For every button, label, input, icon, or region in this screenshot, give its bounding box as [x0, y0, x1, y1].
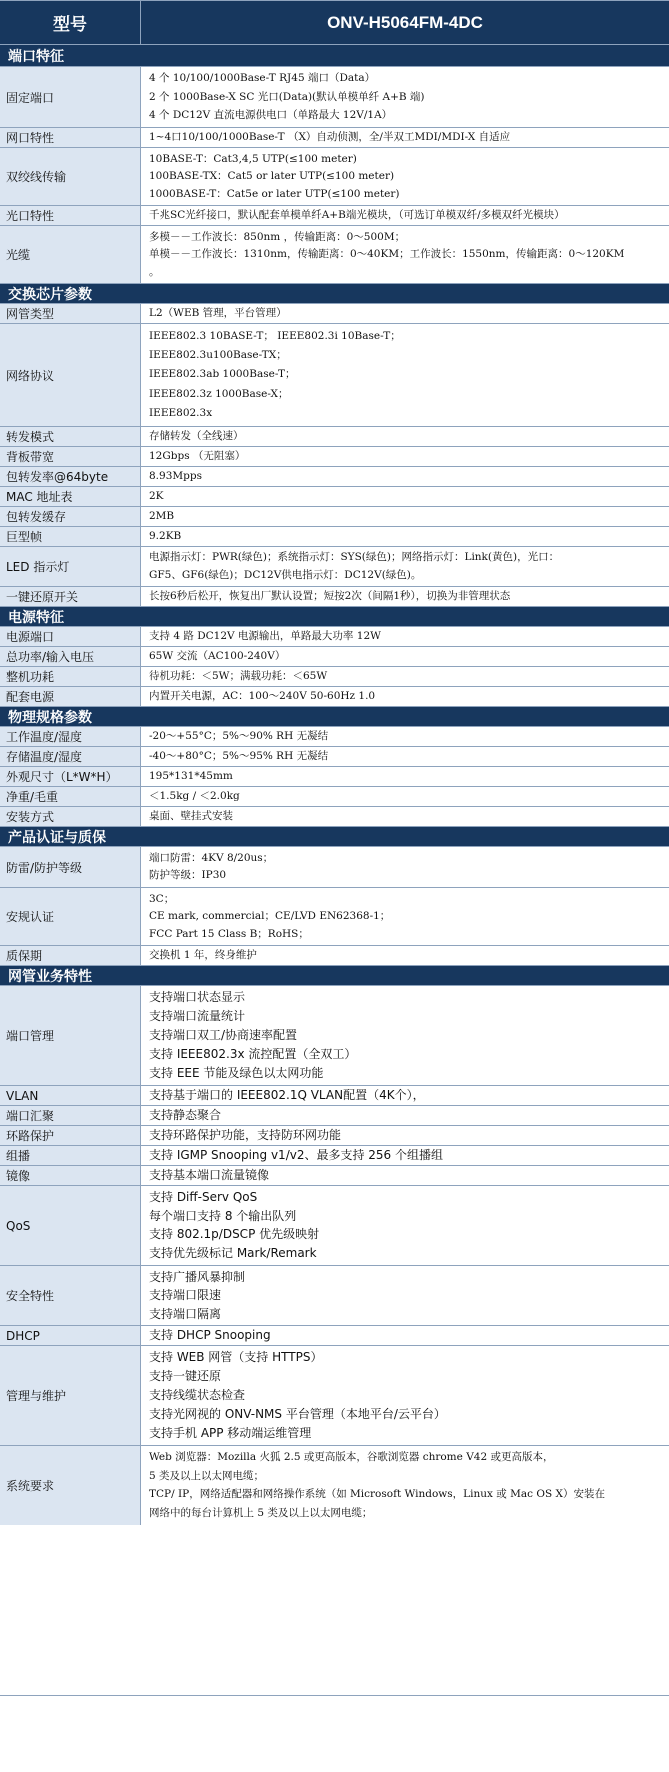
spec-value-line: 支持端口隔离: [149, 1306, 222, 1321]
spec-value-line: 支持 4 路 DC12V 电源输出，单路最大功率 12W: [149, 630, 381, 642]
spec-value: [141, 627, 669, 646]
spec-value-line: 1000BASE-T：Cat5e or later UTP(≤100 meter): [149, 187, 400, 200]
spec-value: [141, 647, 669, 666]
spec-value: [141, 67, 669, 127]
spec-label: 配套电源: [0, 687, 141, 706]
spec-value-line: 支持光网视的 ONV-NMS 平台管理（本地平台/云平台）: [149, 1407, 446, 1421]
spec-label: 质保期: [0, 946, 141, 965]
spec-value-line: Web 浏览器：Mozilla 火狐 2.5 或更高版本，谷歌浏览器 chrome V42 或更高版本，: [149, 1451, 554, 1464]
spec-value-line: 。: [149, 265, 160, 278]
spec-row: [0, 1165, 669, 1185]
spec-value: [141, 587, 669, 606]
spec-value-line: 交换机 1 年，终身维护: [149, 949, 257, 961]
spec-value: [141, 226, 669, 283]
spec-row: [0, 506, 669, 526]
spec-row: [0, 303, 669, 323]
spec-label: 包转发缓存: [0, 507, 141, 526]
spec-value: [141, 1166, 669, 1185]
spec-row: [0, 205, 669, 225]
spec-row: [0, 446, 669, 466]
spec-label: 环路保护: [0, 1126, 141, 1145]
header-row: [0, 0, 669, 44]
spec-label: 一键还原开关: [0, 587, 141, 606]
spec-row: [0, 626, 669, 646]
spec-value-line: 2K: [149, 490, 164, 502]
spec-value-line: 12Gbps （无阻塞）: [149, 450, 246, 462]
spec-value-line: 长按6秒后松开，恢复出厂默认设置；短按2次（间隔1秒），切换为非管理状态: [149, 590, 511, 602]
spec-row: [0, 323, 669, 426]
spec-row: [0, 686, 669, 706]
spec-value-line: 1~4口10/100/1000Base-T （X）自动侦测，全/半双工MDI/MDI-X 自适应: [149, 131, 511, 143]
spec-value-line: 支持 EEE 节能及绿色以太网功能: [149, 1066, 324, 1080]
spec-value-line: ＜1.5kg / ＜2.0kg: [149, 790, 240, 802]
spec-value-line: 待机功耗：＜5W；满载功耗：＜65W: [149, 670, 328, 682]
spec-label: 工作温度/湿度: [0, 727, 141, 746]
spec-label: 外观尺寸（L*W*H）: [0, 767, 141, 786]
spec-row: [0, 1145, 669, 1165]
spec-value-line: IEEE802.3u100Base-TX；: [149, 349, 287, 362]
spec-value: [141, 304, 669, 323]
spec-value-line: 2MB: [149, 510, 175, 522]
spec-value-line: IEEE802.3 10BASE-T； IEEE802.3i 10Base-T；: [149, 330, 401, 343]
spec-label: VLAN: [0, 1086, 141, 1105]
spec-value: [141, 888, 669, 945]
spec-row: [0, 66, 669, 127]
spec-value: [141, 687, 669, 706]
spec-value-line: IEEE802.3z 1000Base-X；: [149, 387, 289, 400]
spec-value-line: 桌面、壁挂式安装: [149, 810, 233, 822]
spec-value: [141, 1346, 669, 1445]
spec-label: 总功率/输入电压: [0, 647, 141, 666]
spec-value-line: 195*131*45mm: [149, 770, 233, 782]
spec-label: 电源端口: [0, 627, 141, 646]
spec-row: [0, 806, 669, 826]
spec-row: [0, 666, 669, 686]
section-header: 产品认证与质保: [0, 826, 669, 846]
spec-label: 镜像: [0, 1166, 141, 1185]
spec-label: 网络协议: [0, 324, 141, 426]
section-header: 电源特征: [0, 606, 669, 626]
section-header: 端口特征: [0, 44, 669, 66]
spec-value-line: 65W 交流（AC100-240V）: [149, 650, 286, 662]
spec-row: [0, 786, 669, 806]
spec-value: [141, 324, 669, 426]
spec-row: [0, 1345, 669, 1445]
spec-value-line: 内置开关电源，AC：100～240V 50-60Hz 1.0: [149, 690, 376, 702]
spec-value: [141, 1146, 669, 1165]
spec-value-line: FCC Part 15 Class B；RoHS；: [149, 927, 309, 940]
spec-value-line: 支持 Diff-Serv QoS: [149, 1189, 258, 1204]
spec-label: 背板带宽: [0, 447, 141, 466]
spec-row: [0, 1105, 669, 1125]
spec-label: 存储温度/湿度: [0, 747, 141, 766]
spec-value: [141, 447, 669, 466]
spec-value-line: 支持端口限速: [149, 1288, 222, 1302]
spec-value-line: 支持线缆状态检查: [149, 1388, 246, 1402]
spec-label: 端口管理: [0, 986, 141, 1085]
spec-value-line: 每个端口支持 8 个输出队列: [149, 1208, 297, 1223]
spec-row: [0, 1445, 669, 1525]
spec-value-line: 4 个 DC12V 直流电源供电口（单路最大 12V/1A）: [149, 108, 393, 121]
spec-row: [0, 225, 669, 283]
spec-value: [141, 547, 669, 586]
spec-row: [0, 945, 669, 965]
model-name: ONV-H5064FM-4DC: [327, 12, 483, 32]
spec-value: [141, 727, 669, 746]
spec-row: [0, 846, 669, 887]
spec-value-line: 8.93Mpps: [149, 470, 202, 482]
spec-value-line: 9.2KB: [149, 530, 182, 542]
spec-value: [141, 946, 669, 965]
spec-value-line: -20～+55°C；5%～90% RH 无凝结: [149, 730, 329, 742]
spec-row: [0, 486, 669, 506]
spec-value: [141, 1266, 669, 1325]
spec-value: [141, 487, 669, 506]
spec-label: 固定端口: [0, 67, 141, 127]
spec-row: [0, 1265, 669, 1325]
spec-label: 网管类型: [0, 304, 141, 323]
spec-row: [0, 526, 669, 546]
spec-value-line: 5 类及以上以太网电缆；: [149, 1469, 265, 1482]
spec-row: [0, 1125, 669, 1145]
spec-value-line: IEEE802.3x: [149, 406, 213, 419]
spec-value: [141, 507, 669, 526]
spec-value-line: 支持优先级标记 Mark/Remark: [149, 1246, 317, 1261]
spec-row: [0, 1085, 669, 1105]
spec-row: [0, 147, 669, 205]
spec-row: [0, 726, 669, 746]
spec-value-line: 支持端口双工/协商速率配置: [149, 1028, 298, 1042]
spec-value-line: CE mark, commercial；CE/LVD EN62368-1；: [149, 910, 391, 922]
spec-label: 安全特性: [0, 1266, 141, 1325]
spec-value: [141, 206, 669, 225]
spec-value-line: 支持 IGMP Snooping v1/v2、最多支持 256 个组播组: [149, 1148, 444, 1162]
spec-value-line: 支持基本端口流量镜像: [149, 1168, 270, 1182]
spec-label: QoS: [0, 1186, 141, 1265]
spec-value-line: 千兆SC光纤接口，默认配套单模单纤A+B端光模块，（可选订单模双纤/多模双纤光模块）: [149, 209, 565, 221]
spec-value: [141, 667, 669, 686]
spec-value-line: 支持端口状态显示: [149, 990, 246, 1004]
spec-value-line: 100BASE-TX：Cat5 or later UTP(≤100 meter): [149, 170, 395, 182]
spec-label: 安装方式: [0, 807, 141, 826]
spec-value-line: 防护等级：IP30: [149, 869, 227, 882]
spec-label: 系统要求: [0, 1446, 141, 1525]
spec-value: [141, 1186, 669, 1265]
spec-value-line: 支持端口流量统计: [149, 1009, 246, 1023]
spec-label: 安规认证: [0, 888, 141, 945]
section-header: 网管业务特性: [0, 965, 669, 985]
spec-value: [141, 807, 669, 826]
spec-label: 管理与维护: [0, 1346, 141, 1445]
spec-value-line: L2（WEB 管理，平台管理）: [149, 307, 287, 319]
spec-label: 净重/毛重: [0, 787, 141, 806]
spec-label: 防雷/防护等级: [0, 847, 141, 887]
spec-value: [141, 767, 669, 786]
spec-row: [0, 766, 669, 786]
spec-row: [0, 646, 669, 666]
spec-row: [0, 1325, 669, 1345]
spec-value-line: 网络中的每台计算机上 5 类及以上以太网电缆；: [149, 1506, 373, 1519]
spec-row: [0, 466, 669, 486]
spec-label: 组播: [0, 1146, 141, 1165]
spec-value: [141, 847, 669, 887]
spec-value-line: 多模－－工作波长：850nm ，传输距离：0～500M；: [149, 230, 406, 243]
spec-label: 巨型帧: [0, 527, 141, 546]
spec-value-line: 支持静态聚合: [149, 1108, 222, 1122]
spec-row: [0, 426, 669, 446]
spec-label: 网口特性: [0, 128, 141, 147]
spec-label: 包转发率@64byte: [0, 467, 141, 486]
spec-value-line: GF5、GF6(绿色)；DC12V供电指示灯：DC12V(绿色)。: [149, 568, 422, 581]
model-label: 型号: [0, 1, 141, 44]
spec-value-line: 单模－－工作波长：1310nm，传输距离：0～40KM；工作波长：1550nm，传输距离：0～120KM: [149, 248, 625, 260]
spec-value-line: 支持手机 APP 移动端运维管理: [149, 1426, 312, 1440]
spec-label: 整机功耗: [0, 667, 141, 686]
spec-value: [141, 1126, 669, 1145]
spec-label: MAC 地址表: [0, 487, 141, 506]
spec-row: [0, 887, 669, 945]
spec-value: [141, 1086, 669, 1105]
spec-value-line: 2 个 1000Base-X SC 光口(Data)(默认单模单纤 A+B 端): [149, 90, 425, 103]
spec-value: [141, 747, 669, 766]
spec-label: LED 指示灯: [0, 547, 141, 586]
spec-row: [0, 985, 669, 1085]
spec-value-line: 电源指示灯：PWR(绿色)；系统指示灯：SYS(绿色)；网络指示灯：Link(黄色)，光口：: [149, 551, 560, 564]
spec-value-line: 支持 DHCP Snooping: [149, 1328, 271, 1342]
spec-value-line: 支持 802.1p/DSCP 优先级映射: [149, 1227, 320, 1242]
spec-value: [141, 128, 669, 147]
spec-value-line: 4 个 10/100/1000Base-T RJ45 端口（Data）: [149, 72, 376, 85]
spec-row: [0, 546, 669, 586]
spec-label: 光缆: [0, 226, 141, 283]
spec-value: [141, 1326, 669, 1345]
spec-value: [141, 427, 669, 446]
spec-row: [0, 127, 669, 147]
spec-value-line: 3C；: [149, 892, 175, 905]
spec-value-line: 端口防雷：4KV 8/20us；: [149, 851, 274, 864]
spec-value-line: 支持广播风暴抑制: [149, 1269, 246, 1284]
spec-value: [141, 1446, 669, 1525]
spec-label: 双绞线传输: [0, 148, 141, 205]
spec-value-line: 10BASE-T：Cat3,4,5 UTP(≤100 meter): [149, 152, 357, 165]
spec-value-line: 支持基于端口的 IEEE802.1Q VLAN配置（4K个），: [149, 1088, 425, 1102]
spec-label: 端口汇聚: [0, 1106, 141, 1125]
spec-label: 光口特性: [0, 206, 141, 225]
spec-row: [0, 1185, 669, 1265]
spec-label: 转发模式: [0, 427, 141, 446]
section-header: 交换芯片参数: [0, 283, 669, 303]
spec-value-line: 支持一键还原: [149, 1369, 222, 1383]
spec-value: [141, 986, 669, 1085]
spec-row: [0, 746, 669, 766]
spec-label: DHCP: [0, 1326, 141, 1345]
spec-value-line: -40～+80°C；5%～95% RH 无凝结: [149, 750, 329, 762]
spec-value-line: 支持 IEEE802.3x 流控配置（全双工）: [149, 1047, 357, 1061]
spec-value-line: 存储转发（全线速）: [149, 430, 244, 442]
spec-value-line: 支持环路保护功能，支持防环网功能: [149, 1128, 342, 1142]
spec-value-line: TCP/ IP，网络适配器和网络操作系统（如 Microsoft Windows，Linux 或 Mac OS X）安装在: [149, 1488, 605, 1501]
spec-value: [141, 467, 669, 486]
spec-value: [141, 787, 669, 806]
spec-value: [141, 527, 669, 546]
spec-value-line: 支持 WEB 网管（支持 HTTPS）: [149, 1350, 323, 1364]
section-header: 物理规格参数: [0, 706, 669, 726]
spec-value: [141, 148, 669, 205]
spec-value-line: IEEE802.3ab 1000Base-T；: [149, 368, 296, 381]
spec-value: [141, 1106, 669, 1125]
table-bottom-border: [0, 1695, 669, 1696]
spec-row: [0, 586, 669, 606]
